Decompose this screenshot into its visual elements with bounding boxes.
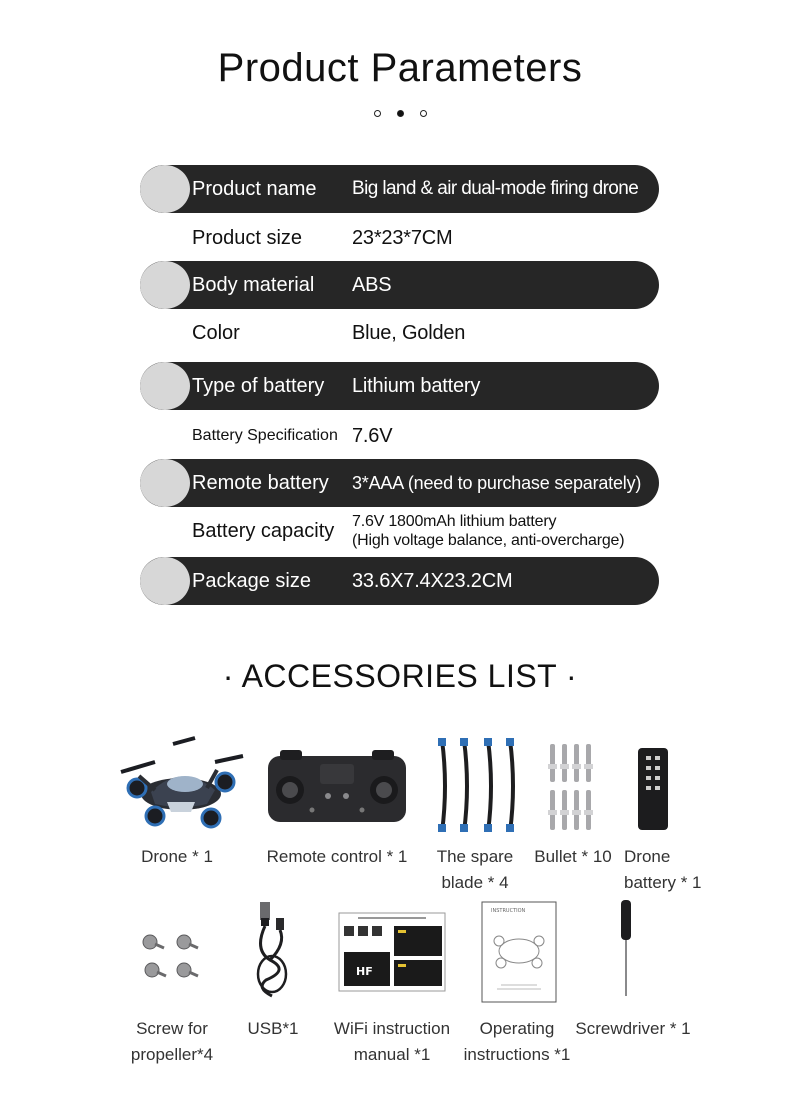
param-row-product-size (140, 214, 659, 262)
caption-line: WiFi instruction (333, 1019, 451, 1038)
param-row-product-name (140, 165, 659, 213)
accessory-caption (570, 1016, 696, 1042)
wifi-manual-image (338, 912, 446, 992)
param-label: Package size (192, 570, 311, 592)
accessory-caption (120, 844, 234, 870)
param-row-body-material (140, 261, 659, 309)
dot-indicator-active (397, 110, 404, 117)
accessory-screws (138, 930, 200, 982)
param-value: 23*23*7CM (352, 227, 453, 249)
param-value: Big land & air dual-mode firing drone (352, 178, 639, 199)
param-label: Product name (192, 178, 317, 200)
manual-heading-text: INSTRUCTION (491, 908, 526, 914)
param-value: 7.6V (352, 425, 393, 447)
wifi-manual-logo: HF (356, 965, 373, 978)
caption-line: Screwdriver * 1 (575, 1019, 691, 1038)
caption-line: blade * 4 (441, 873, 509, 892)
param-row-battery-capacity (140, 507, 659, 555)
caption-line: Bullet * 10 (534, 847, 612, 866)
bullets-image (546, 740, 602, 834)
accessory-bullets (546, 740, 602, 834)
param-value: Blue, Golden (352, 322, 466, 344)
accessory-drone-battery (636, 746, 670, 832)
row-bullet-circle (140, 459, 190, 507)
row-bullet-circle (140, 557, 190, 605)
screwdriver-image (616, 898, 636, 1000)
param-value (352, 512, 624, 550)
caption-line: Drone * 1 (141, 847, 213, 866)
caption-line: Screw for (136, 1019, 208, 1038)
dot-indicator (420, 110, 427, 117)
caption-line: battery * 1 (624, 873, 702, 892)
caption-line: Operating (479, 1019, 555, 1038)
param-row-package-size (140, 557, 659, 605)
dot-indicator (374, 110, 381, 117)
accessory-caption (428, 844, 522, 896)
param-value: ABS (352, 274, 392, 296)
param-label: Color (192, 322, 240, 344)
operating-instructions-image (481, 901, 557, 1003)
accessory-usb-cable (250, 900, 298, 1004)
usb-cable-image (250, 900, 298, 1004)
caption-line: USB*1 (247, 1019, 299, 1038)
caption-line: Remote control * 1 (266, 847, 408, 866)
caption-line: instructions *1 (463, 1045, 571, 1064)
caption-line: propeller*4 (130, 1045, 214, 1064)
battery-image (636, 746, 670, 832)
accessory-spare-blades (432, 736, 522, 836)
param-row-battery-spec (140, 412, 659, 460)
accessories-title: · ACCESSORIES LIST · (222, 658, 578, 694)
param-value-line: 7.6V 1800mAh lithium battery (352, 513, 557, 530)
param-value-line: (High voltage balance, anti-overcharge) (352, 532, 625, 549)
drone-image (115, 732, 247, 834)
carousel-dots (0, 110, 800, 117)
row-bullet-circle (140, 261, 190, 309)
accessory-caption (240, 1016, 306, 1042)
accessory-caption (528, 844, 618, 870)
accessory-operating-instructions (481, 901, 557, 1003)
param-label: Remote battery (192, 472, 329, 494)
param-label: Battery capacity (192, 520, 335, 542)
page-title: Product Parameters (217, 46, 583, 90)
spare-blades-image (432, 736, 522, 836)
param-row-remote-battery (140, 459, 659, 507)
accessory-caption (118, 1016, 226, 1068)
accessory-wifi-manual (338, 912, 446, 992)
remote-control-image (266, 748, 408, 828)
accessory-caption (624, 844, 714, 896)
param-value: 33.6X7.4X23.2CM (352, 570, 513, 592)
accessory-screwdriver (616, 898, 636, 1000)
row-bullet-circle (140, 165, 190, 213)
caption-line: Drone (624, 847, 671, 866)
param-row-color (140, 309, 659, 357)
param-value: 3*AAA (need to purchase separately) (352, 473, 642, 493)
param-label: Body material (192, 274, 315, 296)
screws-image (138, 930, 200, 982)
accessory-caption (260, 844, 414, 870)
param-row-battery-type (140, 362, 659, 410)
caption-line: The spare (436, 847, 514, 866)
row-bullet-circle (140, 362, 190, 410)
param-label: Product size (192, 227, 303, 249)
caption-line: manual *1 (353, 1045, 431, 1064)
accessory-remote-control (266, 748, 408, 828)
accessory-caption (458, 1016, 576, 1068)
param-label: Battery Specification (192, 427, 338, 444)
accessory-caption (326, 1016, 458, 1068)
param-label: Type of battery (192, 375, 325, 397)
accessory-drone (115, 732, 247, 834)
param-value: Lithium battery (352, 375, 481, 397)
